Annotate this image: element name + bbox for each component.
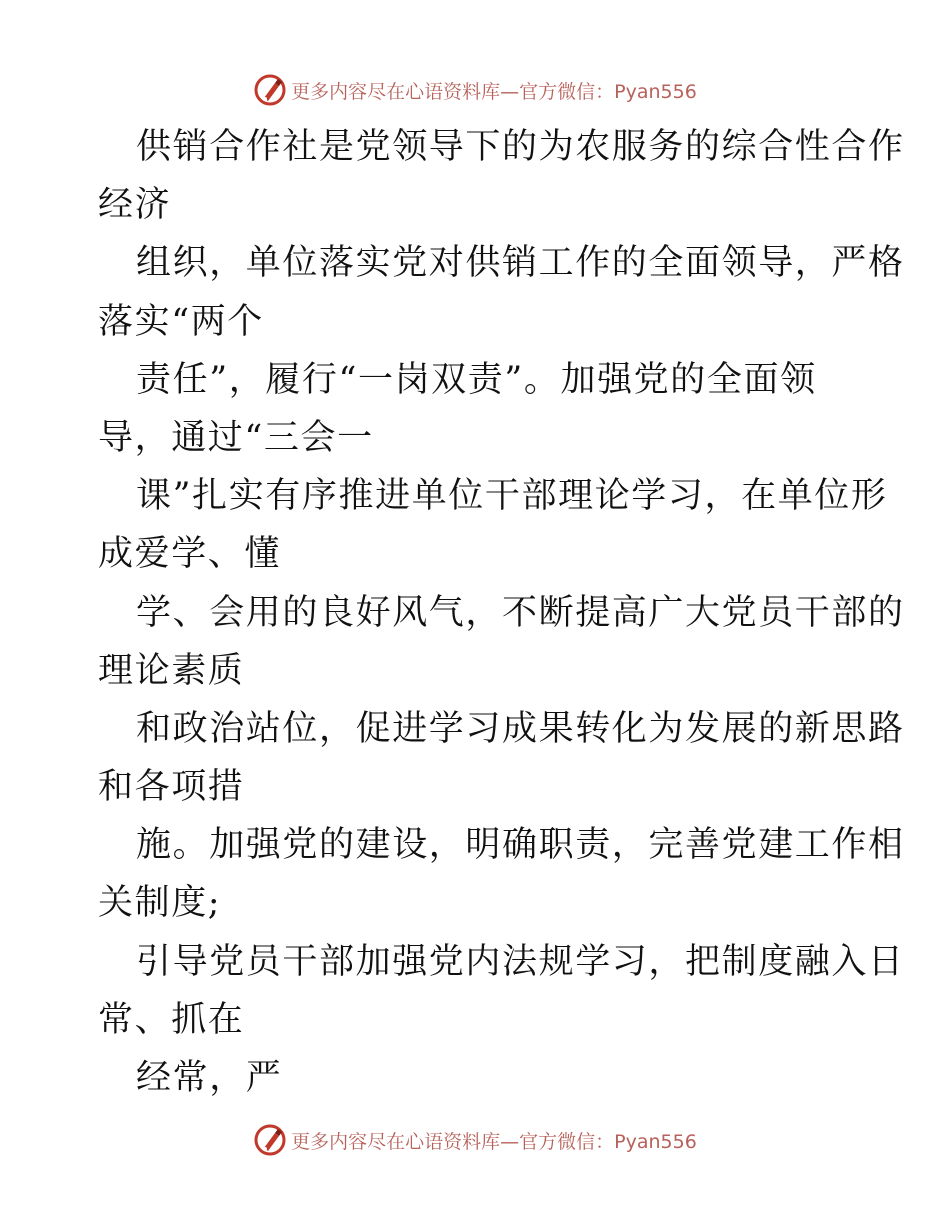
text-line: 经常，严 [136,1058,283,1098]
text-line: 课”扎实有序推进单位干部理论学习，在单位形 [136,476,888,517]
text-line: 和各项措 [98,767,245,808]
header-watermark-banner [0,70,950,110]
text-line: 常、抓在 [98,999,245,1040]
text-line: 供销合作社是党领导下的为农服务的综合性合作 [136,127,905,167]
footer-banner-text: 更多内容尽在心语资料库—官方微信：Pyan556 [291,1130,697,1153]
text-line: 施。加强党的建设，明确职责，完善党建工作相 [136,825,905,866]
document-body [98,118,905,1107]
footer-watermark-banner [0,1120,950,1160]
header-banner-text: 更多内容尽在心语资料库—官方微信：Pyan556 [291,80,697,103]
pen-logo-icon [253,1123,287,1157]
text-line: 经济 [98,185,172,226]
text-line: 理论素质 [98,650,245,691]
pen-logo-icon [253,73,287,107]
text-line: 和政治站位，促进学习成果转化为发展的新思路 [136,708,905,749]
text-line: 引导党员干部加强党内法规学习，把制度融入日 [136,941,905,982]
text-line: 组织，单位落实党对供销工作的全面领导，严格 [136,243,905,284]
text-line: 责任”，履行“一岗双责”。加强党的全面领 [136,359,817,400]
text-line: 学、会用的良好风气，不断提高广大党员干部的 [136,592,905,633]
text-line: 成爱学、懂 [98,534,282,575]
text-line: 导，通过“三会一 [98,417,374,458]
text-line: 落实“两个 [98,301,264,342]
text-line: 关制度; [98,883,222,924]
